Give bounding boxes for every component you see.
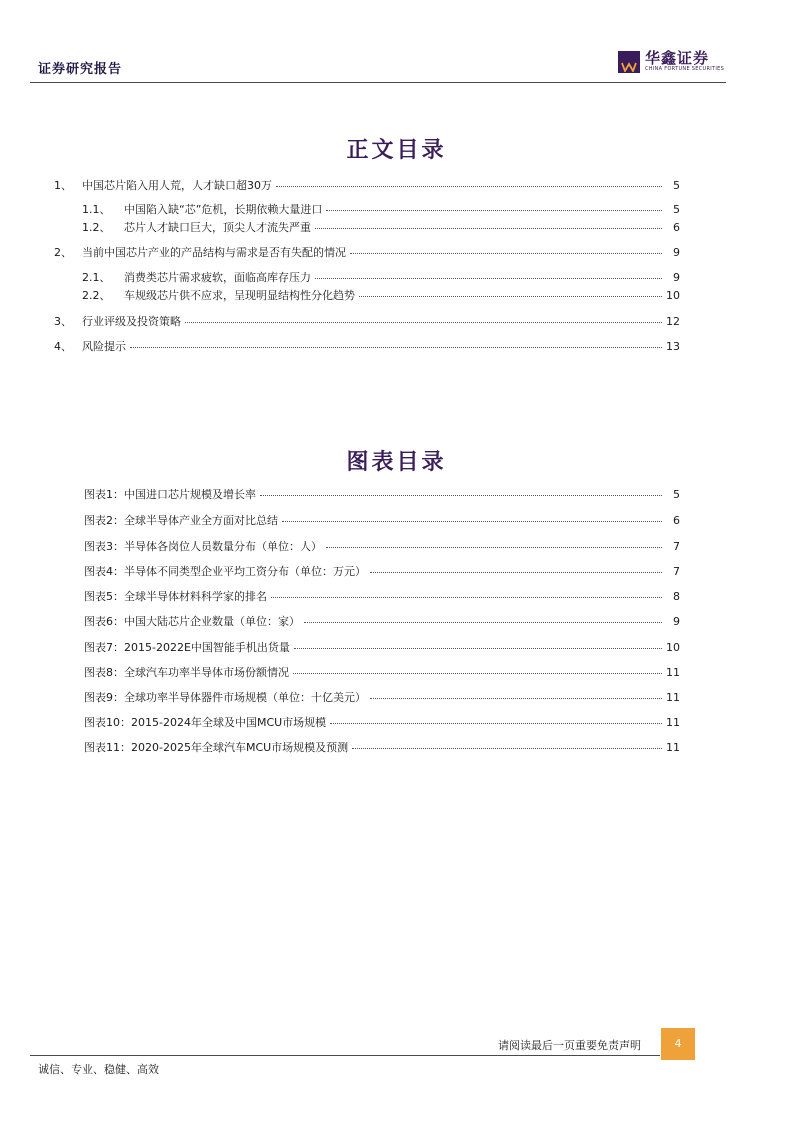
toc-entry[interactable] [54, 244, 680, 260]
toc-entry-number: 1.2、 [82, 221, 111, 234]
toc-entry-page: 5 [673, 179, 680, 192]
dot-leader [260, 484, 662, 496]
toc-title: 正文目录 [346, 137, 447, 163]
dot-leader [130, 336, 662, 348]
toc-entry[interactable] [54, 313, 680, 329]
toc-entry-text: 中国陷入缺“芯”危机，长期依赖大量进口 [124, 203, 323, 216]
dot-leader [352, 737, 662, 749]
dot-leader [271, 586, 662, 598]
figure-entry-page: 9 [673, 615, 680, 628]
figure-entry[interactable] [84, 714, 680, 730]
dot-leader [293, 662, 662, 674]
figures-title: 图表目录 [346, 449, 447, 475]
disclaimer-note: 请阅读最后一页重要免责声明 [498, 1039, 641, 1052]
toc-entry-page: 6 [673, 221, 680, 234]
toc-entry-number: 4、 [54, 340, 72, 353]
figure-entry[interactable] [84, 739, 680, 755]
page-number-badge: 4 [661, 1028, 695, 1060]
dot-leader [326, 199, 662, 211]
dot-leader [282, 510, 662, 522]
figure-entry[interactable] [84, 512, 680, 528]
dot-leader [185, 311, 662, 323]
toc-entry-text: 消费类芯片需求疲软，面临高库存压力 [124, 271, 311, 284]
dot-leader [304, 611, 662, 623]
dot-leader [359, 285, 662, 297]
figure-entry-text: 图表10：2015-2024年全球及中国MCU市场规模 [84, 716, 327, 729]
toc-entry-text: 行业评级及投资策略 [82, 315, 181, 328]
figure-entry[interactable] [84, 689, 680, 705]
figure-entry[interactable] [84, 588, 680, 604]
figure-entry-page: 7 [673, 565, 680, 578]
company-slogan: 诚信、专业、稳健、高效 [38, 1063, 159, 1076]
figure-entry-page: 6 [673, 514, 680, 527]
figure-entry-text: 图表2：全球半导体产业全方面对比总结 [84, 514, 278, 527]
figure-entry[interactable] [84, 563, 680, 579]
figure-entry-text: 图表11：2020-2025年全球汽车MCU市场规模及预测 [84, 741, 349, 754]
dot-leader [326, 536, 662, 548]
toc-entry-number: 2.1、 [82, 271, 111, 284]
report-type-label: 证券研究报告 [38, 62, 123, 77]
toc-entry-number: 2.2、 [82, 289, 111, 302]
figure-entry-page: 10 [666, 641, 680, 654]
toc-entry[interactable] [82, 269, 680, 285]
figure-entry-text: 图表6：中国大陆芯片企业数量（单位：家） [84, 615, 300, 628]
figure-entry-text: 图表5：全球半导体材料科学家的排名 [84, 590, 267, 603]
figure-entry-page: 11 [666, 691, 680, 704]
dot-leader [370, 561, 662, 573]
toc-entry-text: 当前中国芯片产业的产品结构与需求是否有失配的情况 [82, 246, 346, 259]
toc-entry[interactable] [82, 287, 680, 303]
figure-entry-page: 11 [666, 716, 680, 729]
figure-entry[interactable] [84, 538, 680, 554]
dot-leader [276, 175, 662, 187]
figure-entry-text: 图表1：中国进口芯片规模及增长率 [84, 488, 256, 501]
dot-leader [370, 687, 662, 699]
toc-entry-number: 1、 [54, 179, 72, 192]
toc-entry-page: 5 [673, 203, 680, 216]
toc-entry-page: 9 [673, 271, 680, 284]
figure-entry[interactable] [84, 486, 680, 502]
dot-leader [350, 242, 662, 254]
toc-entry[interactable] [82, 219, 680, 235]
toc-entry-number: 3、 [54, 315, 72, 328]
dot-leader [330, 712, 662, 724]
toc-entry-text: 中国芯片陷入用人荒，人才缺口超30万 [82, 179, 272, 192]
toc-entry-number: 2、 [54, 246, 72, 259]
toc-entry-page: 10 [666, 289, 680, 302]
logo-cn-text: 华鑫证券 [645, 49, 710, 67]
footer-divider [30, 1055, 660, 1056]
figure-entry-text: 图表8：全球汽车功率半导体市场份额情况 [84, 666, 289, 679]
toc-entry-page: 12 [666, 315, 680, 328]
figure-entry[interactable] [84, 613, 680, 629]
figure-entry-page: 11 [666, 666, 680, 679]
toc-entry-text: 车规级芯片供不应求，呈现明显结构性分化趋势 [124, 289, 355, 302]
toc-entry[interactable] [54, 177, 680, 193]
dot-leader [315, 217, 662, 229]
toc-entry-text: 风险提示 [82, 340, 126, 353]
toc-entry-page: 9 [673, 246, 680, 259]
figure-entry-text: 图表4：半导体不同类型企业平均工资分布（单位：万元） [84, 565, 366, 578]
header-divider [30, 82, 726, 83]
figure-entry[interactable] [84, 664, 680, 680]
toc-entry-number: 1.1、 [82, 203, 111, 216]
figure-entry-page: 8 [673, 590, 680, 603]
figure-entry-page: 7 [673, 540, 680, 553]
toc-entry-page: 13 [666, 340, 680, 353]
company-logo [618, 50, 724, 73]
figure-entry-text: 图表9：全球功率半导体器件市场规模（单位：十亿美元） [84, 691, 366, 704]
figure-entry-text: 图表3：半导体各岗位人员数量分布（单位：人） [84, 540, 322, 553]
logo-en-text: CHINA FORTUNE SECURITIES [645, 66, 725, 72]
figure-entry-page: 5 [673, 488, 680, 501]
figure-entry-page: 11 [666, 741, 680, 754]
toc-entry[interactable] [82, 201, 680, 217]
dot-leader [294, 637, 662, 649]
dot-leader [315, 267, 662, 279]
figure-entry-text: 图表7：2015-2022E中国智能手机出货量 [84, 641, 290, 654]
toc-entry-text: 芯片人才缺口巨大，顶尖人才流失严重 [124, 221, 311, 234]
figure-entry[interactable] [84, 639, 680, 655]
logo-mark-icon [618, 51, 640, 73]
toc-entry[interactable] [54, 338, 680, 354]
